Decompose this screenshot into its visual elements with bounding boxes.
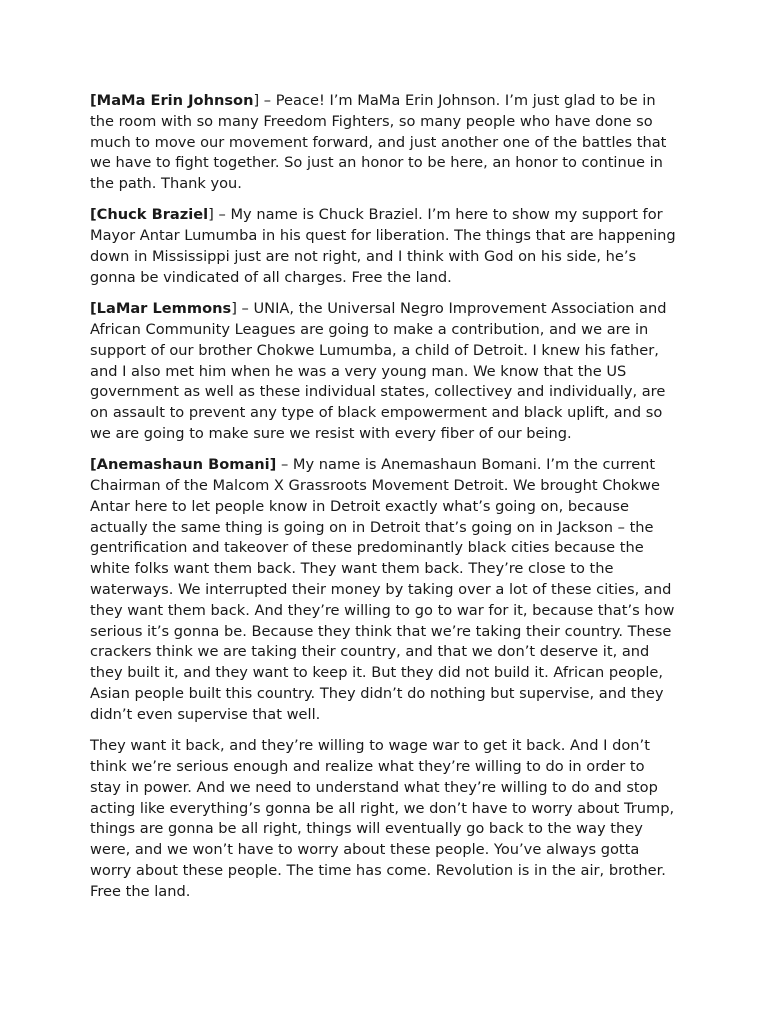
paragraph-continuation xyxy=(90,736,680,902)
paragraph-chuck-braziel xyxy=(90,205,680,288)
paragraph-lamar-lemmons xyxy=(90,299,680,445)
speaker-name: [MaMa Erin Johnson xyxy=(90,92,254,109)
speaker-bracket: ] xyxy=(208,206,214,224)
paragraph-text: – UNIA, the Universal Negro Improvement Association and African Community Leagues are going to make a contribution, and we are in support of our brother Chokwe Lumumba, a child of Detroit. I knew his father, and I also met him when he was a very young man. We know that the US government as well as these individual states, collectivey and individually, are on assault to prevent any type of black empowerment and black uplift, and so we are going to make sure we resist with every fiber of our being. xyxy=(90,300,667,442)
paragraph-text: – My name is Chuck Braziel. I’m here to show my support for Mayor Antar Lumumba in his quest for liberation. The things that are happening down in Mississippi just are not right, and I think with God on his side, he’s gonna be vindicated of all charges. Free the land. xyxy=(90,206,676,286)
speaker-bracket: ] xyxy=(231,300,237,318)
speaker-name: [LaMar Lemmons xyxy=(90,300,232,318)
speaker-name: [Chuck Braziel xyxy=(90,206,209,224)
paragraph-text: – Peace! I’m MaMa Erin Johnson. I’m just glad to be in the room with so many Freedom Fighters, so many people who have done so much to move our movement forward, and just another one of the battles that we have to fight together. So just an honor to be here, an honor to continue in the path. Thank you. xyxy=(90,92,667,193)
paragraph-erin-johnson xyxy=(90,91,680,195)
speaker-bracket: ] xyxy=(253,92,260,109)
paragraph-anemashaun-bomani xyxy=(90,455,680,725)
paragraph-text: – My name is Anemashaun Bomani. I’m the current Chairman of the Malcom X Grassroots Movement Detroit. We brought Chokwe Antar here to let people know in Detroit exactly what’s going on, because actually the same thing is going on in Detroit that’s going on in Jackson – the gentrification and takeover of these predominantly black cities because the white folks want them back. They want them back. They’re close to the waterways. We interrupted their money by taking over a lot of these cities, and they want them back. And they’re willing to go to war for it, because that’s how serious it’s gonna be. Because they think that we’re taking their country. These crackers think we are taking their country, and that we don’t deserve it, and they built it, and they want to keep it. But they did not build it. African people, Asian people built this country. They didn’t do nothing but supervise, and they didn’t even supervise that well. xyxy=(90,456,675,723)
paragraph-text: They want it back, and they’re willing to wage war to get it back. And I don’t think we’re serious enough and realize what they’re willing to do in order to stay in power. And we need to understand what they’re willing to do and stop acting like everything’s gonna be all right, we don’t have to worry about Trump, things are gonna be all right, things will eventually go back to the way they were, and we won’t have to worry about these people. You’ve always gotta worry about these people. The time has come. Revolution is in the air, brother. Free the land. xyxy=(90,737,675,900)
document-body xyxy=(90,91,680,913)
speaker-name: [Anemashaun Bomani] xyxy=(90,456,277,474)
